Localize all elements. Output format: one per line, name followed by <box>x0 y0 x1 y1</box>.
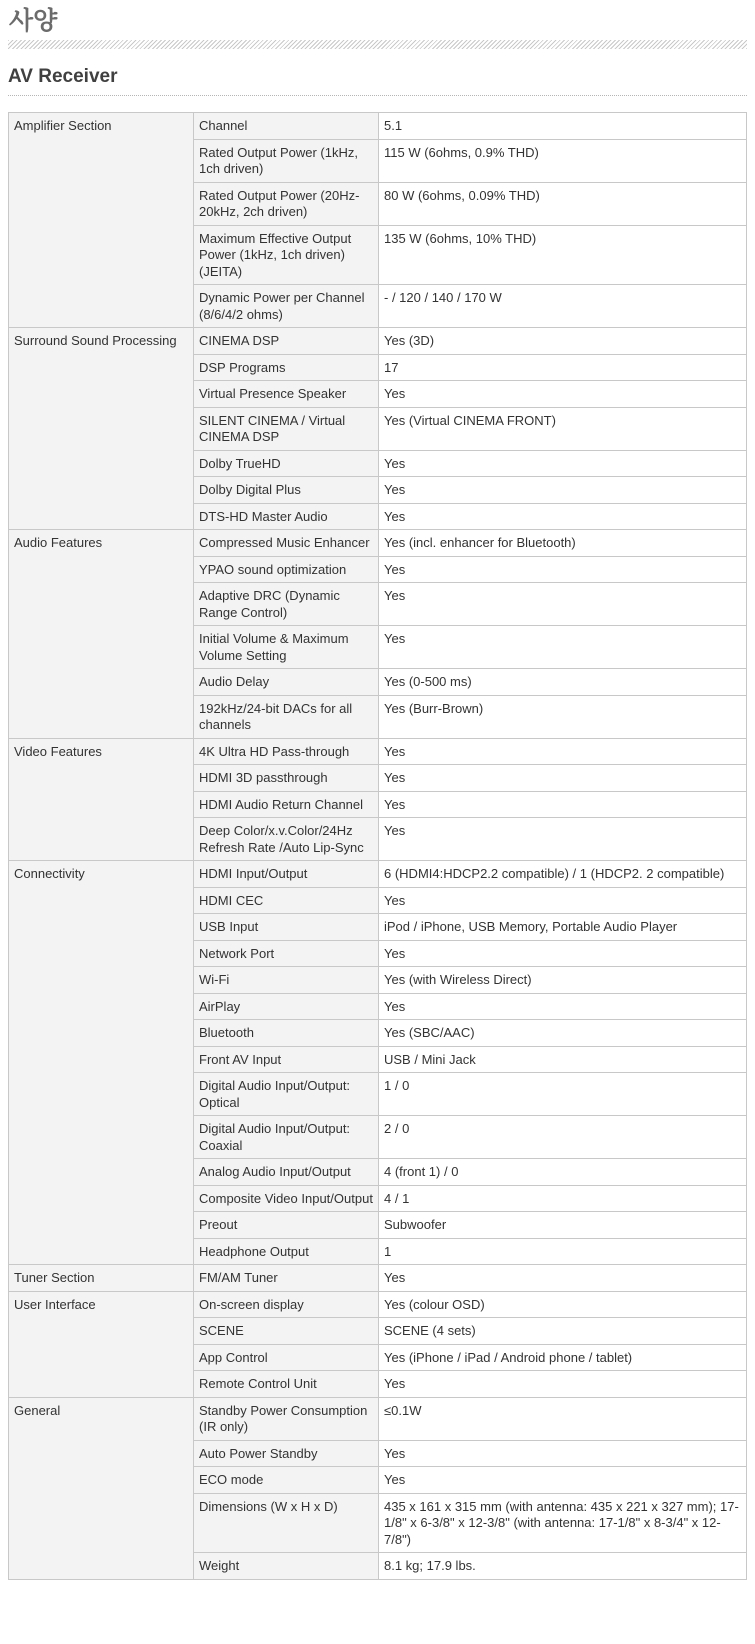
value-cell: - / 120 / 140 / 170 W <box>379 285 747 328</box>
category-cell: Surround Sound Processing <box>9 328 194 530</box>
table-row <box>9 113 747 140</box>
value-cell: 4 / 1 <box>379 1185 747 1212</box>
value-cell: Yes (Burr-Brown) <box>379 695 747 738</box>
feature-cell: Headphone Output <box>194 1238 379 1265</box>
table-row <box>9 738 747 765</box>
value-cell: Yes (3D) <box>379 328 747 355</box>
feature-cell: Analog Audio Input/Output <box>194 1159 379 1186</box>
feature-cell: Maximum Effective Output Power (1kHz, 1ch driven) (JEITA) <box>194 225 379 285</box>
value-cell: iPod / iPhone, USB Memory, Portable Audio Player <box>379 914 747 941</box>
value-cell: Yes (colour OSD) <box>379 1291 747 1318</box>
value-cell: SCENE (4 sets) <box>379 1318 747 1345</box>
category-cell: User Interface <box>9 1291 194 1397</box>
spec-table-body <box>9 113 747 1580</box>
category-cell: Connectivity <box>9 861 194 1265</box>
feature-cell: CINEMA DSP <box>194 328 379 355</box>
feature-cell: Initial Volume & Maximum Volume Setting <box>194 626 379 669</box>
feature-cell: Deep Color/x.v.Color/24Hz Refresh Rate /Auto Lip-Sync <box>194 818 379 861</box>
value-cell: 8.1 kg; 17.9 lbs. <box>379 1553 747 1580</box>
section-title: AV Receiver <box>8 66 118 87</box>
value-cell: Subwoofer <box>379 1212 747 1239</box>
value-cell: Yes <box>379 818 747 861</box>
value-cell: Yes <box>379 765 747 792</box>
feature-cell: Network Port <box>194 940 379 967</box>
feature-cell: Virtual Presence Speaker <box>194 381 379 408</box>
feature-cell: Auto Power Standby <box>194 1440 379 1467</box>
value-cell: Yes <box>379 1371 747 1398</box>
value-cell: Yes (0-500 ms) <box>379 669 747 696</box>
feature-cell: SCENE <box>194 1318 379 1345</box>
category-cell: Video Features <box>9 738 194 861</box>
table-row <box>9 1397 747 1440</box>
value-cell: 1 / 0 <box>379 1073 747 1116</box>
value-cell: 5.1 <box>379 113 747 140</box>
value-cell: 80 W (6ohms, 0.09% THD) <box>379 182 747 225</box>
value-cell: 2 / 0 <box>379 1116 747 1159</box>
value-cell: Yes <box>379 626 747 669</box>
table-row <box>9 328 747 355</box>
value-cell: Yes <box>379 556 747 583</box>
spec-table <box>8 112 747 1580</box>
value-cell: USB / Mini Jack <box>379 1046 747 1073</box>
feature-cell: Standby Power Consumption (IR only) <box>194 1397 379 1440</box>
feature-cell: Channel <box>194 113 379 140</box>
feature-cell: Preout <box>194 1212 379 1239</box>
value-cell: Yes (incl. enhancer for Bluetooth) <box>379 530 747 557</box>
value-cell: Yes <box>379 887 747 914</box>
value-cell: Yes <box>379 791 747 818</box>
value-cell: 17 <box>379 354 747 381</box>
value-cell: Yes (with Wireless Direct) <box>379 967 747 994</box>
feature-cell: Digital Audio Input/Output: Optical <box>194 1073 379 1116</box>
feature-cell: FM/AM Tuner <box>194 1265 379 1292</box>
value-cell: Yes <box>379 993 747 1020</box>
value-cell: Yes (SBC/AAC) <box>379 1020 747 1047</box>
feature-cell: Wi-Fi <box>194 967 379 994</box>
feature-cell: Adaptive DRC (Dynamic Range Control) <box>194 583 379 626</box>
feature-cell: USB Input <box>194 914 379 941</box>
value-cell: 6 (HDMI4:HDCP2.2 compatible) / 1 (HDCP2. 2 compatible) <box>379 861 747 888</box>
feature-cell: HDMI 3D passthrough <box>194 765 379 792</box>
table-row <box>9 861 747 888</box>
feature-cell: Rated Output Power (20Hz-20kHz, 2ch driven) <box>194 182 379 225</box>
value-cell: Yes <box>379 583 747 626</box>
feature-cell: AirPlay <box>194 993 379 1020</box>
table-row <box>9 1291 747 1318</box>
category-cell: Amplifier Section <box>9 113 194 328</box>
category-cell: General <box>9 1397 194 1579</box>
value-cell: Yes <box>379 503 747 530</box>
page-title: 사양 <box>9 7 58 35</box>
value-cell: Yes <box>379 1440 747 1467</box>
value-cell: Yes <box>379 738 747 765</box>
feature-cell: Composite Video Input/Output <box>194 1185 379 1212</box>
feature-cell: App Control <box>194 1344 379 1371</box>
feature-cell: Front AV Input <box>194 1046 379 1073</box>
value-cell: Yes <box>379 940 747 967</box>
value-cell: Yes <box>379 1265 747 1292</box>
feature-cell: ECO mode <box>194 1467 379 1494</box>
feature-cell: SILENT CINEMA / Virtual CINEMA DSP <box>194 407 379 450</box>
hatched-divider <box>8 40 747 49</box>
feature-cell: Dolby TrueHD <box>194 450 379 477</box>
feature-cell: Dynamic Power per Channel (8/6/4/2 ohms) <box>194 285 379 328</box>
feature-cell: HDMI Audio Return Channel <box>194 791 379 818</box>
value-cell: 1 <box>379 1238 747 1265</box>
value-cell: Yes (Virtual CINEMA FRONT) <box>379 407 747 450</box>
feature-cell: 192kHz/24-bit DACs for all channels <box>194 695 379 738</box>
feature-cell: Audio Delay <box>194 669 379 696</box>
feature-cell: DSP Programs <box>194 354 379 381</box>
feature-cell: HDMI Input/Output <box>194 861 379 888</box>
table-row <box>9 1265 747 1292</box>
dotted-divider <box>8 95 747 96</box>
value-cell: Yes <box>379 477 747 504</box>
feature-cell: DTS-HD Master Audio <box>194 503 379 530</box>
value-cell: ≤0.1W <box>379 1397 747 1440</box>
value-cell: 135 W (6ohms, 10% THD) <box>379 225 747 285</box>
value-cell: Yes <box>379 450 747 477</box>
feature-cell: 4K Ultra HD Pass-through <box>194 738 379 765</box>
feature-cell: YPAO sound optimization <box>194 556 379 583</box>
category-cell: Audio Features <box>9 530 194 739</box>
value-cell: 435 x 161 x 315 mm (with antenna: 435 x 221 x 327 mm); 17-1/8" x 6-3/8" x 12-3/8" (with antenna: 17-1/8" x 8-3/4" x 12-7/8") <box>379 1493 747 1553</box>
table-row <box>9 530 747 557</box>
value-cell: 4 (front 1) / 0 <box>379 1159 747 1186</box>
value-cell: 115 W (6ohms, 0.9% THD) <box>379 139 747 182</box>
feature-cell: Remote Control Unit <box>194 1371 379 1398</box>
feature-cell: Digital Audio Input/Output: Coaxial <box>194 1116 379 1159</box>
value-cell: Yes <box>379 381 747 408</box>
feature-cell: On-screen display <box>194 1291 379 1318</box>
feature-cell: Bluetooth <box>194 1020 379 1047</box>
feature-cell: Compressed Music Enhancer <box>194 530 379 557</box>
value-cell: Yes (iPhone / iPad / Android phone / tablet) <box>379 1344 747 1371</box>
feature-cell: HDMI CEC <box>194 887 379 914</box>
feature-cell: Weight <box>194 1553 379 1580</box>
feature-cell: Rated Output Power (1kHz, 1ch driven) <box>194 139 379 182</box>
feature-cell: Dimensions (W x H x D) <box>194 1493 379 1553</box>
value-cell: Yes <box>379 1467 747 1494</box>
category-cell: Tuner Section <box>9 1265 194 1292</box>
feature-cell: Dolby Digital Plus <box>194 477 379 504</box>
